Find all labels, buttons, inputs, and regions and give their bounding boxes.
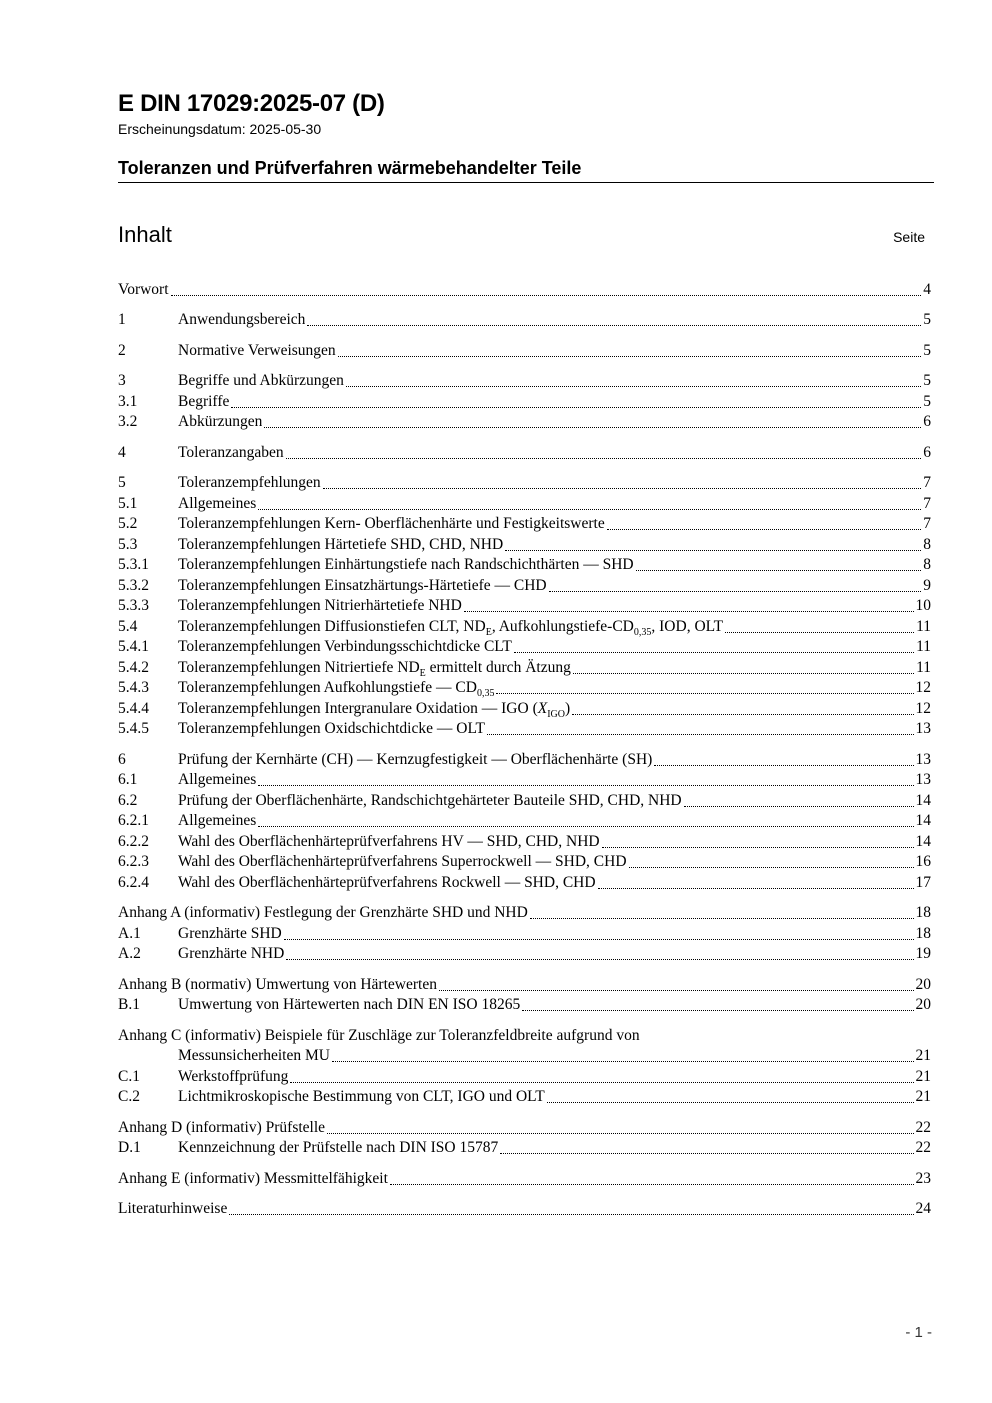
toc-entry-number: 6.2.3	[118, 853, 149, 870]
toc-entry-page: 20	[915, 976, 931, 993]
dot-leader	[725, 632, 914, 633]
dot-leader	[514, 652, 914, 653]
toc-entry-page: 16	[915, 853, 931, 870]
dot-leader	[654, 765, 913, 766]
toc-entry-number: D.1	[118, 1139, 141, 1156]
toc-entry-page: 12	[915, 700, 931, 717]
toc-entry-title: Messunsicherheiten MU	[178, 1047, 330, 1064]
dot-leader	[522, 1010, 913, 1011]
toc-entry-title: Toleranzempfehlungen Nitrierhärtetiefe NHD	[178, 597, 462, 614]
toc-entry-page: 18	[915, 904, 931, 921]
toc-entry-title: Anhang D (informativ) Prüfstelle	[118, 1119, 326, 1136]
toc-entry-page: 7	[923, 515, 931, 532]
toc-entry-title: Toleranzempfehlungen	[178, 474, 321, 491]
dot-leader	[390, 1184, 914, 1185]
toc-entry[interactable]	[118, 443, 931, 463]
toc-entry-title: Allgemeines	[178, 771, 257, 788]
toc-entry-title: Anhang A (informativ) Festlegung der Grenzhärte SHD und NHD	[118, 904, 528, 921]
dot-leader	[231, 407, 921, 408]
publication-date: Erscheinungsdatum: 2025-05-30	[118, 121, 322, 137]
dot-leader	[496, 693, 913, 694]
toc-entry[interactable]	[118, 975, 931, 995]
toc-entry[interactable]	[118, 1067, 931, 1087]
toc-entry-page: 18	[915, 925, 931, 942]
toc-entry[interactable]	[118, 371, 931, 391]
toc-entry-page: 21	[915, 1088, 931, 1105]
toc-entry[interactable]	[118, 699, 931, 719]
dot-leader	[290, 1082, 913, 1083]
toc-entry-title: Werkstoffprüfung	[178, 1068, 289, 1085]
page-column-label: Seite	[893, 229, 925, 245]
toc-entry[interactable]	[118, 832, 931, 852]
toc-entry[interactable]	[118, 535, 931, 555]
toc-entry-page: 21	[915, 1047, 931, 1064]
toc-entry[interactable]	[118, 310, 931, 330]
toc-entry-page: 23	[915, 1170, 931, 1187]
dot-leader	[572, 714, 913, 715]
document-title: E DIN 17029:2025-07 (D)	[118, 90, 385, 117]
toc-entry[interactable]	[118, 473, 931, 493]
dot-leader	[629, 867, 914, 868]
toc-entry-page: 14	[915, 812, 931, 829]
toc-entry[interactable]	[118, 392, 931, 412]
toc-entry-page: 8	[923, 556, 931, 573]
toc-entry-number: C.2	[118, 1088, 140, 1105]
toc-entry-title: Toleranzempfehlungen Härtetiefe SHD, CHD, NHD	[178, 536, 504, 553]
toc-entry-title: Grenzhärte SHD	[178, 925, 282, 942]
toc-entry-title: Toleranzempfehlungen Verbindungsschichtdicke CLT	[178, 638, 512, 655]
header-rule	[118, 182, 934, 183]
toc-entry-page: 19	[915, 945, 931, 962]
dot-leader	[607, 529, 922, 530]
toc-entry-number: A.1	[118, 925, 141, 942]
toc-entry[interactable]	[118, 637, 931, 657]
toc-entry[interactable]	[118, 576, 931, 596]
dot-leader	[258, 509, 921, 510]
toc-entry[interactable]	[118, 791, 931, 811]
toc-entry-number: 3	[118, 372, 126, 389]
dot-leader	[547, 1102, 914, 1103]
dot-leader	[338, 356, 922, 357]
dot-leader	[505, 550, 921, 551]
toc-entry[interactable]	[118, 852, 931, 872]
dot-leader	[439, 990, 914, 991]
toc-entry-number: 6.2.1	[118, 812, 149, 829]
toc-entry-number: 5.4.5	[118, 720, 149, 737]
dot-leader	[229, 1214, 913, 1215]
toc-entry-page: 24	[915, 1200, 931, 1217]
toc-entry-title: Anwendungsbereich	[178, 311, 306, 328]
toc-entry-page: 5	[923, 342, 931, 359]
toc-entry-page: 11	[916, 638, 931, 655]
dot-leader	[323, 488, 922, 489]
toc-entry-title: Toleranzempfehlungen Nitriertiefe $ND_E$ ermittelt durch Ätzung	[178, 659, 571, 678]
toc-entry-title: Toleranzempfehlungen Einsatzhärtungs-Härtetiefe — CHD	[178, 577, 547, 594]
dot-leader	[684, 806, 914, 807]
toc-entry-title: Anhang B (normativ) Umwertung von Härtewerten	[118, 976, 437, 993]
dot-leader	[171, 295, 922, 296]
toc-entry-page: 6	[923, 413, 931, 430]
toc-entry-text: Anhang C (informativ) Beispiele für Zuschläge zur Toleranzfeldbreite aufgrund von	[118, 1027, 640, 1044]
toc-entry-number: A.2	[118, 945, 141, 962]
toc-entry[interactable]	[118, 514, 931, 534]
dot-leader	[549, 591, 922, 592]
toc-entry[interactable]	[118, 1087, 931, 1107]
toc-entry-page: 11	[916, 618, 931, 635]
toc-entry-title: Begriffe und Abkürzungen	[178, 372, 344, 389]
toc-entry-number: 1	[118, 311, 126, 328]
dot-leader	[332, 1061, 914, 1062]
dot-leader	[530, 918, 914, 919]
toc-entry-title: Allgemeines	[178, 812, 257, 829]
toc-entry-title: Toleranzempfehlungen Kern- Oberflächenhärte und Festigkeitswerte	[178, 515, 605, 532]
toc-entry-number: 5.4.3	[118, 679, 149, 696]
toc-entry-number: 3.1	[118, 393, 138, 410]
toc-entry-number: 3.2	[118, 413, 138, 430]
toc-entry-page: 12	[915, 679, 931, 696]
toc-entry-number: 5.3.2	[118, 577, 149, 594]
toc-entry-page: 21	[915, 1068, 931, 1085]
toc-entry-page: 20	[915, 996, 931, 1013]
toc-entry[interactable]	[118, 412, 931, 432]
toc-entry-title: Toleranzempfehlungen Intergranulare Oxidation — IGO $(X_{IGO})$	[178, 700, 571, 719]
toc-entry-title: Wahl des Oberflächenhärteprüfverfahrens Rockwell — SHD, CHD	[178, 874, 596, 891]
dot-leader	[573, 673, 914, 674]
dot-leader	[327, 1133, 913, 1134]
dot-leader	[602, 847, 914, 848]
toc-entry-title: Normative Verweisungen	[178, 342, 336, 359]
toc-entry-number: 5.4.2	[118, 659, 149, 676]
toc-entry[interactable]	[118, 596, 931, 616]
toc-entry-title: Abkürzungen	[178, 413, 263, 430]
toc-entry-page: 5	[923, 311, 931, 328]
toc-entry-page: 13	[915, 771, 931, 788]
dot-leader	[286, 959, 913, 960]
toc-entry-page: 8	[923, 536, 931, 553]
toc-entry-number: 6.2.4	[118, 874, 149, 891]
toc-entry-title: Toleranzangaben	[178, 444, 284, 461]
toc-entry-number: 4	[118, 444, 126, 461]
toc-entry-title: Toleranzempfehlungen Diffusionstiefen CLT, $ND_E$, Aufkohlungstiefe-$CD_{0,35}$, IOD, OLT	[178, 618, 724, 637]
toc-entry-number: 5.4.4	[118, 700, 149, 717]
dot-leader	[286, 458, 922, 459]
toc-entry-title: Toleranzempfehlungen Oxidschichtdicke — OLT	[178, 720, 485, 737]
toc-entry-number: 6.2.2	[118, 833, 149, 850]
toc-entry-title: Lichtmikroskopische Bestimmung von CLT, IGO und OLT	[178, 1088, 545, 1105]
toc-entry[interactable]	[118, 555, 931, 575]
dot-leader	[500, 1153, 913, 1154]
dot-leader	[598, 888, 914, 889]
toc-entry-number: 5.3	[118, 536, 138, 553]
toc-entry-page: 7	[923, 474, 931, 491]
toc-entry-title: Anhang E (informativ) Messmittelfähigkeit	[118, 1170, 388, 1187]
toc-entry-page: 22	[915, 1119, 931, 1136]
toc-entry[interactable]	[118, 1138, 931, 1158]
dot-leader	[346, 386, 921, 387]
toc-entry[interactable]	[118, 770, 931, 790]
toc-entry-title: Prüfung der Kernhärte (CH) — Kernzugfestigkeit — Oberflächenhärte (SH)	[178, 751, 653, 768]
toc-entry[interactable]	[118, 1118, 931, 1138]
toc-entry-number: 6.2	[118, 792, 138, 809]
toc-entry-page: 9	[923, 577, 931, 594]
toc-entry-page: 7	[923, 495, 931, 512]
dot-leader	[258, 826, 913, 827]
toc-entry[interactable]	[118, 924, 931, 944]
toc-entry-number: 5	[118, 474, 126, 491]
toc-entry-number: 5.3.3	[118, 597, 149, 614]
toc-entry-page: 5	[923, 393, 931, 410]
toc-entry[interactable]	[118, 750, 931, 770]
document-subtitle: Toleranzen und Prüfverfahren wärmebehandelter Teile	[118, 158, 582, 178]
toc-entry-title: Allgemeines	[178, 495, 257, 512]
toc-entry[interactable]	[118, 617, 931, 637]
toc-entry-title: Toleranzempfehlungen Aufkohlungstiefe — $CD_{0,35}$	[178, 679, 495, 698]
dot-leader	[258, 785, 913, 786]
toc-entry[interactable]	[118, 1199, 931, 1219]
dot-leader	[487, 734, 914, 735]
toc-entry[interactable]	[118, 903, 931, 923]
toc-entry-number: 5.4.1	[118, 638, 149, 655]
toc-entry-title: Wahl des Oberflächenhärteprüfverfahrens Superrockwell — SHD, CHD	[178, 853, 627, 870]
dot-leader	[284, 939, 914, 940]
toc-entry-title: Prüfung der Oberflächenhärte, Randschichtgehärteter Bauteile SHD, CHD, NHD	[178, 792, 682, 809]
toc-entry[interactable]	[118, 1169, 931, 1189]
toc-entry-title: Umwertung von Härtewerten nach DIN EN ISO 18265	[178, 996, 521, 1013]
toc-entry[interactable]	[118, 719, 931, 739]
toc-entry[interactable]	[118, 678, 931, 698]
toc-entry-number: 5.2	[118, 515, 138, 532]
toc-entry-page: 13	[915, 751, 931, 768]
toc-entry-page: 11	[916, 659, 931, 676]
toc-entry-number: 6	[118, 751, 126, 768]
toc-entry-title: Begriffe	[178, 393, 230, 410]
toc-entry-page: 22	[915, 1139, 931, 1156]
toc-entry[interactable]	[118, 995, 931, 1015]
toc-entry-page: 6	[923, 444, 931, 461]
toc-entry-page: 14	[915, 792, 931, 809]
toc-entry[interactable]	[118, 873, 931, 893]
toc-entry[interactable]	[118, 944, 931, 964]
toc-entry[interactable]	[118, 280, 931, 300]
toc-entry[interactable]	[118, 341, 931, 361]
dot-leader	[636, 570, 922, 571]
dot-leader	[307, 325, 921, 326]
toc-entry[interactable]	[178, 1046, 931, 1066]
dot-leader	[464, 611, 914, 612]
toc-entry-title: Grenzhärte NHD	[178, 945, 285, 962]
toc-entry-title: Wahl des Oberflächenhärteprüfverfahrens HV — SHD, CHD, NHD	[178, 833, 600, 850]
toc-entry-page: 5	[923, 372, 931, 389]
toc-entry-page: 14	[915, 833, 931, 850]
toc-entry-number: 2	[118, 342, 126, 359]
toc-entry-number: B.1	[118, 996, 140, 1013]
toc-entry-number: C.1	[118, 1068, 140, 1085]
toc-entry-title: Toleranzempfehlungen Einhärtungstiefe nach Randschichthärten — SHD	[178, 556, 634, 573]
toc-heading: Inhalt	[118, 222, 172, 247]
toc-entry-page: 17	[915, 874, 931, 891]
toc-entry-number: 5.4	[118, 618, 138, 635]
toc-entry[interactable]	[118, 811, 931, 831]
toc-entry-page: 10	[915, 597, 931, 614]
toc-entry[interactable]	[118, 494, 931, 514]
toc-entry[interactable]	[118, 658, 931, 678]
toc-entry-title: Vorwort	[118, 281, 169, 298]
toc-entry-number: 6.1	[118, 771, 138, 788]
toc-entry-title: Literaturhinweise	[118, 1200, 228, 1217]
dot-leader	[264, 427, 921, 428]
page-number: - 1 -	[905, 1324, 932, 1341]
toc-entry-title: Kennzeichnung der Prüfstelle nach DIN ISO 15787	[178, 1139, 499, 1156]
toc-entry-page: 4	[923, 281, 931, 298]
toc-entry-number: 5.3.1	[118, 556, 149, 573]
toc-entry-number: 5.1	[118, 495, 138, 512]
toc-entry-page: 13	[915, 720, 931, 737]
